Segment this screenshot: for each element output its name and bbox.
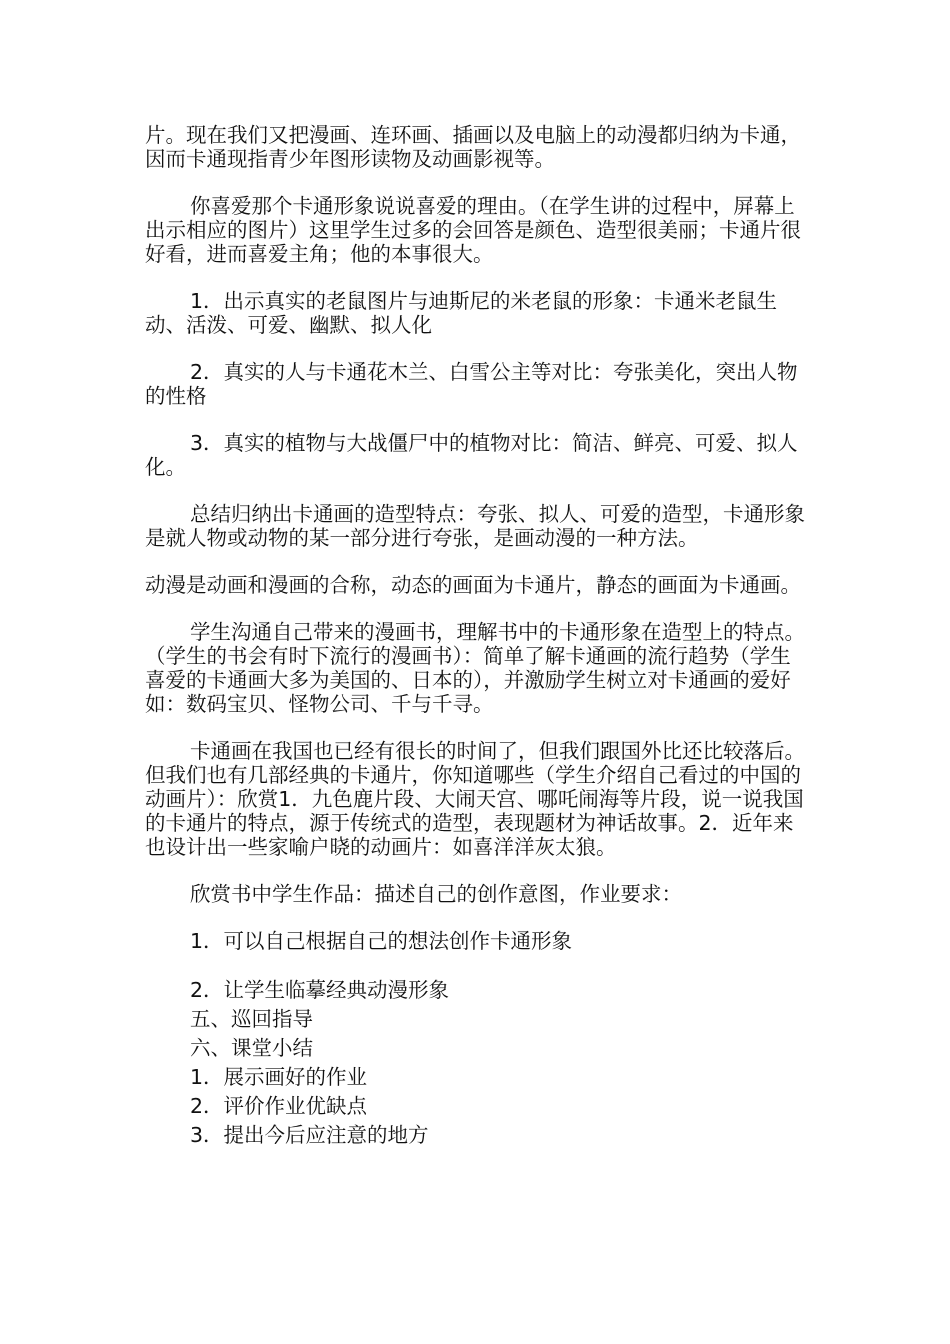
paragraph-comic-books: 学生沟通自己带来的漫画书，理解书中的卡通形象在造型上的特点。（学生的书会有时下流行的漫画书）：简单了解卡通画的流行趋势（学生喜爱的卡通画大多为美国的、日本的），并激励学生树立对卡通画的爱好如：数码宝贝、怪物公司、千与千寻。 xyxy=(145,620,805,716)
list-item: 3．提出今后应注意的地方 xyxy=(190,1123,429,1147)
paragraph-favorite-cartoon: 你喜爱那个卡通形象说说喜爱的理由。（在学生讲的过程中，屏幕上出示相应的图片）这里学生过多的会回答是颜色、造型很美丽；卡通片很好看，进而喜爱主角；他的本事很大。 xyxy=(145,194,801,266)
list-item: 2．让学生临摹经典动漫形象 xyxy=(190,978,450,1002)
paragraph-assignment-1: 1．可以自己根据自己的想法创作卡通形象 xyxy=(190,929,573,953)
paragraph-summary-features: 总结归纳出卡通画的造型特点：夸张、拟人、可爱的造型，卡通形象是就人物或动物的某一部分进行夸张，是画动漫的一种方法。 xyxy=(145,502,805,550)
paragraph-point-1-mouse: 1．出示真实的老鼠图片与迪斯尼的米老鼠的形象：卡通米老鼠生动、活泼、可爱、幽默、拟人化 xyxy=(145,289,778,337)
paragraph-point-3-plants: 3．真实的植物与大战僵尸中的植物对比：简洁、鲜亮、可爱、拟人化。 xyxy=(145,431,798,479)
paragraph-chinese-cartoons: 卡通画在我国也已经有很长的时间了，但我们跟国外比还比较落后。但我们也有几部经典的卡通片，你知道哪些（学生介绍自己看过的中国的动画片）：欣赏1．九色鹿片段、大闹天宫、哪吒闹海等片段，说一说我国的卡通片的特点，源于传统式的造型，表现题材为神话故事。2．近年来也设计出一些家喻户晓的动画片：如喜洋洋灰太狼。 xyxy=(145,739,805,859)
paragraph-point-2-people: 2．真实的人与卡通花木兰、白雪公主等对比：夸张美化，突出人物的性格 xyxy=(145,360,798,408)
paragraph-animation-definition: 动漫是动画和漫画的合称，动态的画面为卡通片，静态的画面为卡通画。 xyxy=(145,573,801,597)
list-item: 1．展示画好的作业 xyxy=(190,1065,368,1089)
document-body xyxy=(145,123,810,1150)
paragraph-student-works: 欣赏书中学生作品：描述自己的创作意图，作业要求： xyxy=(190,882,682,906)
lesson-steps-list xyxy=(145,976,810,1150)
paragraph-cartoon-definition: 片。现在我们又把漫画、连环画、插画以及电脑上的动漫都归纳为卡通，因而卡通现指青少年图形读物及动画影视等。 xyxy=(145,123,801,171)
list-item: 六、课堂小结 xyxy=(190,1036,313,1060)
list-item: 五、巡回指导 xyxy=(190,1007,313,1031)
list-item: 2．评价作业优缺点 xyxy=(190,1094,368,1118)
